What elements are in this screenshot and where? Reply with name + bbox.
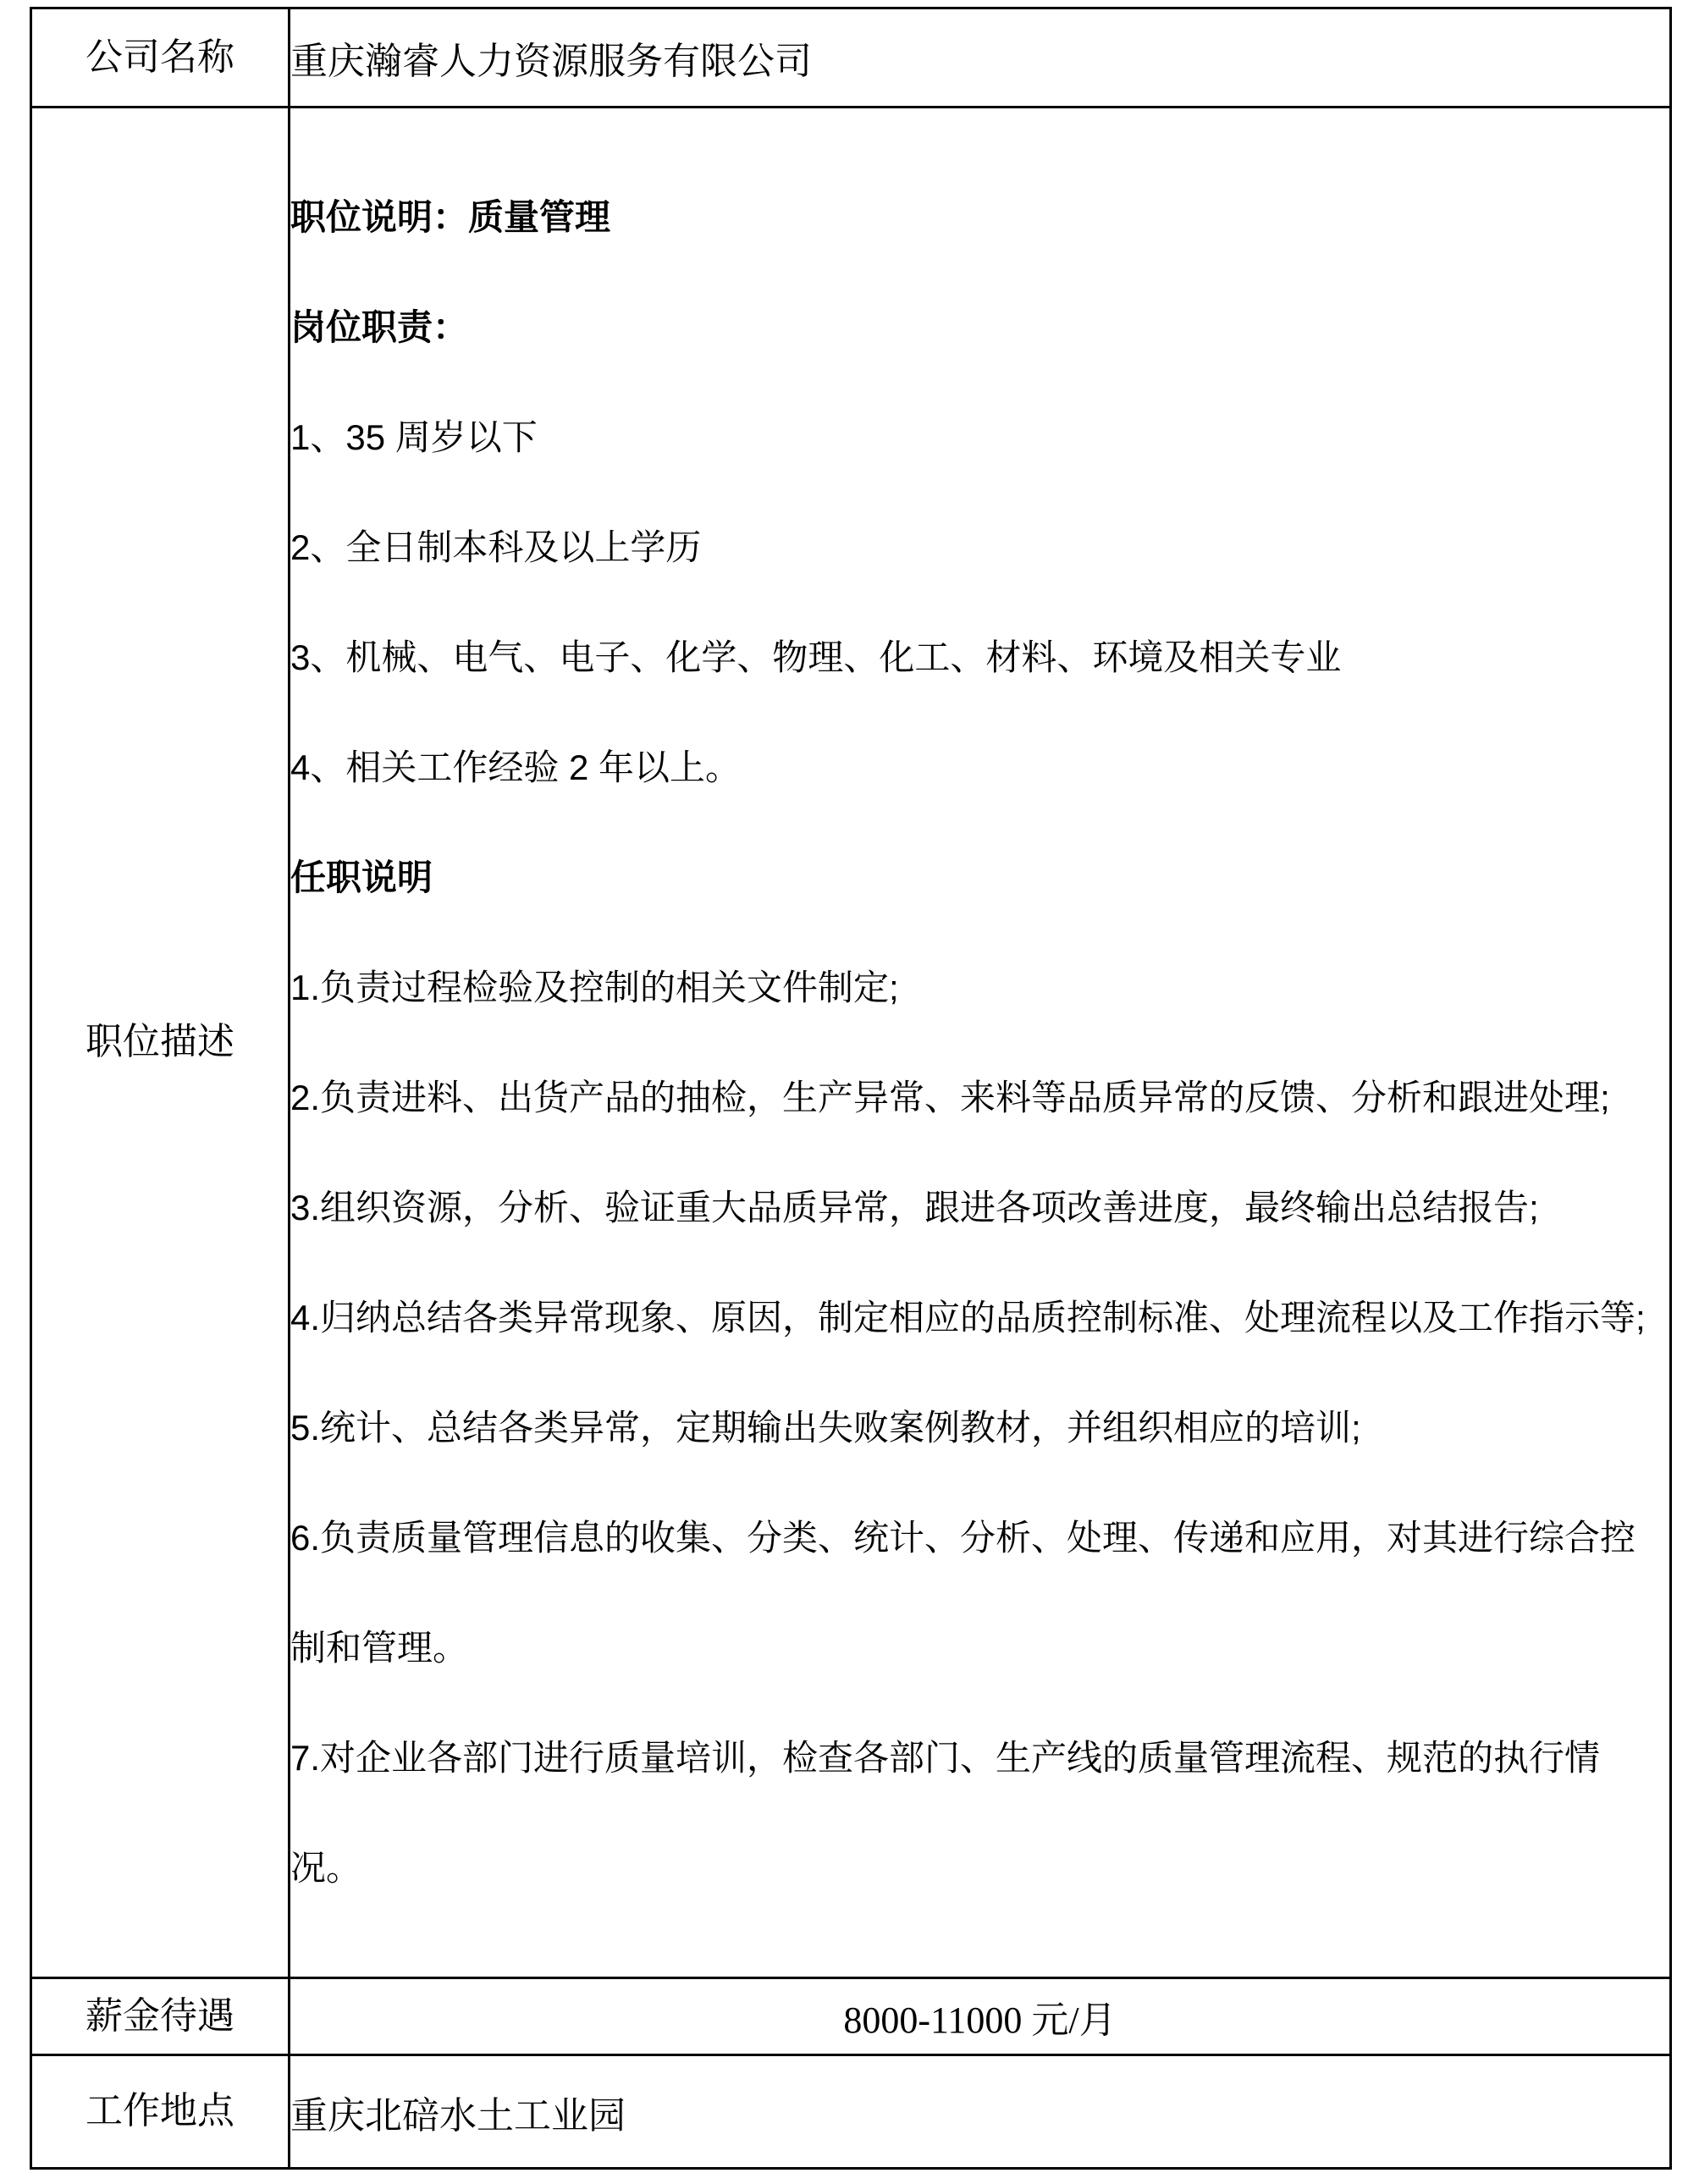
job-description-cell: [290, 108, 1671, 1978]
job-description-paragraph: 3.组织资源，分析、验证重大品质异常，跟进各项改善进度，最终输出总结报告;: [290, 1187, 1539, 1227]
salary-label: 薪金待遇: [31, 1978, 290, 2055]
job-description-paragraph: 7.对企业各部门进行质量培训，检查各部门、生产线的质量管理流程、规范的执行情况。: [290, 1737, 1601, 1888]
job-description-paragraph: 4.归纳总结各类异常现象、原因，制定相应的品质控制标准、处理流程以及工作指示等;: [290, 1297, 1646, 1337]
salary-value: 8000-11000 元/月: [290, 1978, 1671, 2055]
job-description-row: [31, 108, 1671, 1978]
job-description-paragraph: 1.负责过程检验及控制的相关文件制定;: [290, 967, 899, 1007]
salary-row: [31, 1978, 1671, 2055]
job-description-paragraph: 4、相关工作经验 2 年以上。: [290, 747, 742, 787]
job-description-paragraph: 职位说明：质量管理: [290, 196, 611, 237]
company-name-value: 重庆瀚睿人力资源服务有限公司: [290, 8, 1671, 108]
job-description-paragraph: 6.负责质量管理信息的收集、分类、统计、分析、处理、传递和应用，对其进行综合控制和管理。: [290, 1517, 1636, 1668]
job-description-paragraph: 1、35 周岁以下: [290, 416, 538, 457]
job-description-paragraph: 5.统计、总结各类异常，定期输出失败案例教材，并组织相应的培训;: [290, 1407, 1361, 1448]
company-row: [31, 8, 1671, 108]
location-label: 工作地点: [31, 2055, 290, 2169]
job-description-content: [290, 163, 1669, 1923]
job-description-paragraph: 2.负责进料、出货产品的抽检，生产异常、来料等品质异常的反馈、分析和跟进处理;: [290, 1077, 1610, 1117]
company-name-label: 公司名称: [31, 8, 290, 108]
job-posting-table: [30, 7, 1672, 2170]
location-value: 重庆北碚水土工业园: [290, 2055, 1671, 2169]
job-description-paragraph: 3、机械、电气、电子、化学、物理、化工、材料、环境及相关专业: [290, 637, 1342, 677]
job-description-label: 职位描述: [31, 108, 290, 1978]
job-description-paragraph: 岗位职责：: [290, 306, 469, 347]
job-description-paragraph: 任职说明: [290, 857, 433, 897]
location-row: [31, 2055, 1671, 2169]
job-description-paragraph: 2、全日制本科及以上学历: [290, 527, 702, 567]
